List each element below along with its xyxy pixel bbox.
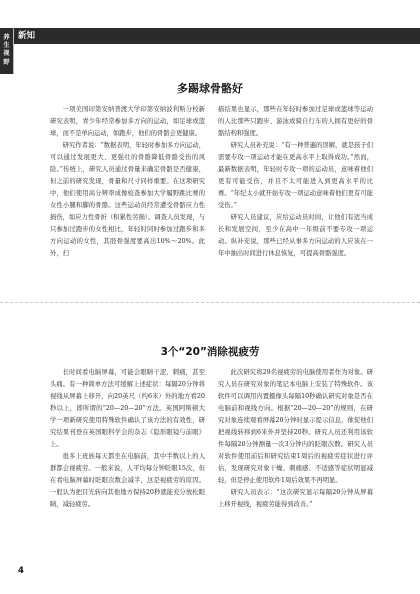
article-2-paragraph: 很多上班族每天都坐在电脑前，其中半数以上的人群都会视疲劳。一般来说，人平均每分钟眨眼15次，但在看电脑屏幕时眨眼次数会减半，这是视疲劳的原因。一般认为把目光转向其他地方保持20秒就能充分放松眼睛，减轻疲劳。	[50, 453, 205, 508]
section-tag: 新知	[18, 31, 36, 41]
article-1-title: 多踢球骨骼好	[177, 82, 243, 95]
article-2-right-column	[218, 367, 373, 511]
article-divider	[0, 302, 420, 303]
article-1-paragraph: 一项美国印第安纳普渡大学印第安纳波利斯分校新研究表明，青少年经常参加多方向的运动，如足球或篮球，而不是单向运动，如跑步，他们的骨骼会更健康。	[50, 106, 205, 137]
article-2-paragraph: 研究人员表示：“这次研究显示每隔20分钟从屏幕上移开视线，视疲劳能得到改善。”	[218, 489, 373, 508]
article-1-paragraph: 研究人员补充说：“有一种普遍的误解，就是孩子们需要专攻一项运动才能在更高水平上取得成功。”然而，最新数据表明，年轻时专攻一项的运动员，意味着他们更有可能受伤，并且不太可能进入到更高水平的比赛。“年纪太小就开始专攻一项运动意味着他们更有可能受伤。”	[218, 142, 373, 209]
side-column-tab	[0, 28, 14, 74]
article-1-right-column	[218, 104, 373, 260]
article-1-paragraph: 研究作者说：“数据表明，年轻时参加多方向运动，可以通过发展更大、更强壮的骨骼降低骨骼受伤的风险。”传统上，研究人员通过骨量来确定骨骼是否健康，但之前的研究发现，骨量和尺寸同样重要。在这项研究中，他们使用高分辨率成像检查参加大学履野跳比赛的女性小腿和脚的骨骼。这些运动员经常遭受骨骼应力性损伤，如应力性骨折（积累性劳损）。调查人员发现，与只参加过跑步的女性相比，年轻时同时参加过跑步和多方向运动的女性，其胫骨强度要高出10%～20%。此外，扫	[50, 142, 205, 257]
article-2-paragraph: 长时间看电脑屏幕，可能会眼睛干涩、刺痛，甚至头痛。有一种简单方法可缓解上述症状：每隔20分钟将视线从屏幕上移开，向20英尺（约6米）外的地方看20秒以上，即所谓的“20—20—20”方法。英国阿斯顿大学一项新研究使用特殊软件确认了该方法的有效性，研究结果刊登在英国眼科学会的杂志《隐形眼镜与前眼》上。	[50, 369, 205, 448]
article-2-left-column	[50, 367, 205, 511]
section-header-bar	[0, 28, 420, 44]
article-2-title: 3个“20”消除视疲劳	[160, 346, 260, 358]
article-1-paragraph: 研究人员建议，应给运动员时间，让他们有适当成长和发展空间，至少在高中一年级前不要专攻一项运动。纵补充说，那些已经从事多方向运动的人应该在一年中抽出时间进行休息恢复，可提高骨骼强度。	[218, 214, 373, 257]
article-2-paragraph: 此次研究将29名视疲劳的电脑使用者作为对象。研究人员在研究对象的笔记本电脑上安装了特殊软件。该软件可以调用内置摄像头每隔10秒确认研究对象是否在电脑前和视线方向。根据“20—20—20”的规则，在研究对象连续观看屏幕20分钟时显示提示信息，催促他们把视线转移到6米外并坚持20秒。研究人员还利用该软件每隔20分钟测量一次3分钟内的眨眼次数。研究人员对软件使用前后和研究结束1周后的视疲劳症状进行评估，发现研究对象干燥、刺痛感、不适感等症状明显减轻，但是停止使用软件1周后效果不再明显。	[218, 369, 373, 484]
article-1-paragraph: 描结果也显示，那些在年轻时参加过足球或篮球等运动的人比那些只跑步、游泳或骑自行车的人拥有更好的骨骼结构和强度。	[218, 106, 373, 137]
page-number: 4	[18, 566, 24, 576]
side-column-label: 养生视野	[3, 34, 10, 66]
article-1-left-column	[50, 104, 205, 260]
